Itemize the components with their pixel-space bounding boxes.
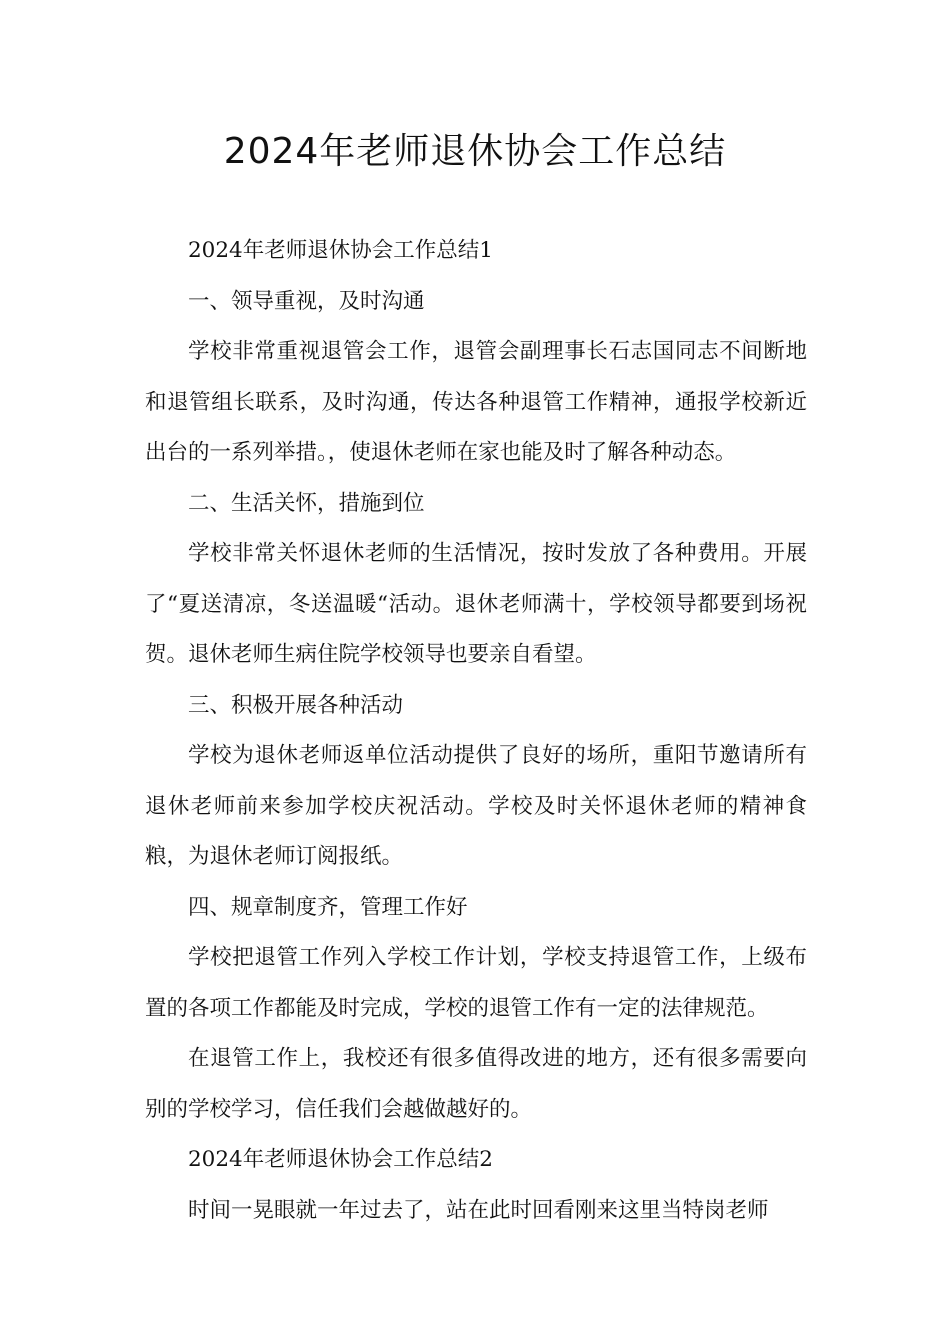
paragraph: 学校非常关怀退休老师的生活情况，按时发放了各种费用。开展了“夏送清凉，冬送温暖“活动。退休老师满十，学校领导都要到场祝贺。退休老师生病住院学校领导也要亲自看望。 (145, 541, 807, 667)
section-heading: 四、规章制度齐，管理工作好 (188, 894, 468, 920)
paragraph: 学校把退管工作列入学校工作计划，学校支持退管工作，上级布置的各项工作都能及时完成，学校的退管工作有一定的法律规范。 (145, 945, 807, 1021)
paragraph: 在退管工作上，我校还有很多值得改进的地方，还有很多需要向别的学校学习，信任我们会越做越好的。 (145, 1046, 807, 1122)
section-heading: 三、积极开展各种活动 (188, 692, 404, 718)
paragraph: 时间一晃眼就一年过去了，站在此时回看刚来这里当特岗老师 (188, 1197, 769, 1223)
paragraph: 学校非常重视退管会工作，退管会副理事长石志国同志不间断地和退管组长联系，及时沟通，传达各种退管工作精神，通报学校新近出台的一系列举措。，使退休老师在家也能及时了解各种动态。 (145, 339, 807, 465)
paragraph: 学校为退休老师返单位活动提供了良好的场所，重阳节邀请所有退休老师前来参加学校庆祝活动。学校及时关怀退休老师的精神食粮，为退休老师订阅报纸。 (145, 743, 807, 869)
document-body (145, 226, 807, 1236)
document-title: 2024年老师退休协会工作总结 (223, 131, 727, 172)
section-heading: 一、领导重视，及时沟通 (188, 288, 425, 314)
section-heading: 二、生活关怀，措施到位 (188, 490, 425, 516)
section-heading: 2024年老师退休协会工作总结1 (188, 238, 493, 263)
section-heading: 2024年老师退休协会工作总结2 (188, 1147, 493, 1172)
